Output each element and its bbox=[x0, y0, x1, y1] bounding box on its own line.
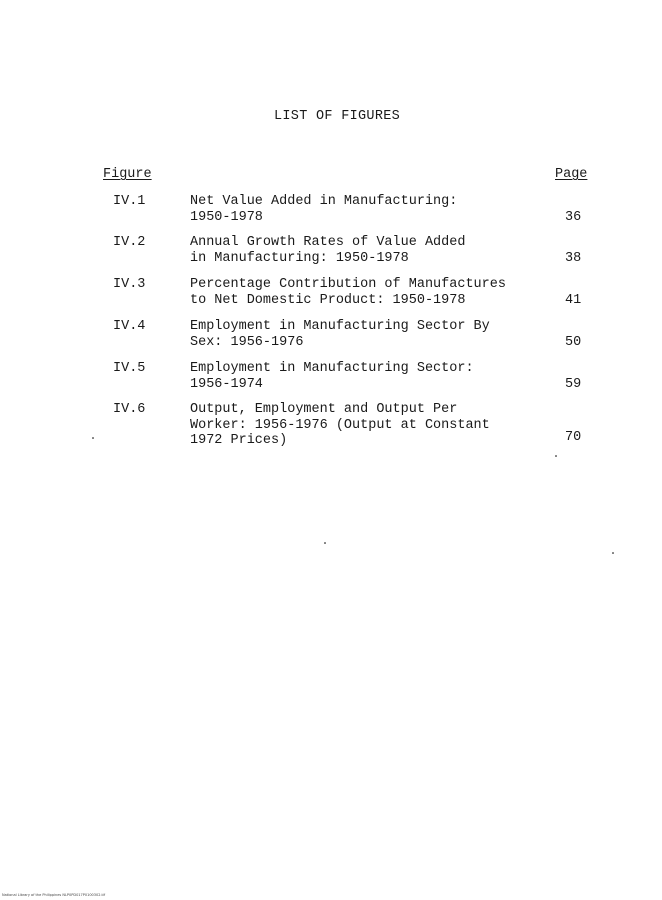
figure-description-line: 1972 Prices) bbox=[190, 433, 288, 448]
scan-speck bbox=[555, 455, 557, 457]
figure-number: IV.2 bbox=[113, 235, 146, 250]
figure-description-line: Worker: 1956-1976 (Output at Constant bbox=[190, 417, 490, 433]
figure-description bbox=[190, 194, 457, 225]
scan-speck bbox=[324, 542, 326, 544]
figure-page-number: 50 bbox=[565, 334, 582, 350]
figure-description-line: Percentage Contribution of Manufactures bbox=[190, 277, 506, 292]
figure-page-number: 41 bbox=[565, 292, 582, 308]
figure-description-line: in Manufacturing: 1950-1978 bbox=[190, 250, 409, 266]
figure-number: IV.6 bbox=[113, 402, 146, 417]
figure-number: IV.4 bbox=[113, 319, 146, 334]
figure-description bbox=[190, 235, 465, 266]
scan-speck bbox=[612, 552, 614, 554]
figure-description-line: 1950-1978 bbox=[190, 209, 263, 225]
figure-description-line: Net Value Added in Manufacturing: bbox=[190, 194, 458, 209]
figure-description-line: Employment in Manufacturing Sector By bbox=[190, 319, 490, 334]
page-title: LIST OF FIGURES bbox=[274, 109, 401, 124]
page-column-header: Page bbox=[555, 167, 588, 182]
figure-description bbox=[190, 277, 506, 308]
figure-description-line: to Net Domestic Product: 1950-1978 bbox=[190, 292, 466, 308]
figure-page-number: 38 bbox=[565, 250, 582, 266]
figure-page-number: 70 bbox=[565, 430, 582, 445]
figure-description-line: Employment in Manufacturing Sector: bbox=[190, 361, 474, 376]
figure-number: IV.5 bbox=[113, 361, 146, 376]
figure-column-header: Figure bbox=[103, 167, 152, 182]
figure-description bbox=[190, 319, 490, 350]
figure-description-line: 1956-1974 bbox=[190, 376, 263, 392]
figure-page-number: 59 bbox=[565, 376, 582, 392]
figure-description-line: Output, Employment and Output Per bbox=[190, 402, 458, 417]
scan-footer-text: National Library of the Philippines NLP0PD017P0100302.tif bbox=[2, 893, 106, 897]
figure-description bbox=[190, 402, 490, 449]
figure-description-line: Sex: 1956-1976 bbox=[190, 334, 304, 350]
scan-speck bbox=[92, 437, 94, 439]
figure-page-number: 36 bbox=[565, 209, 582, 225]
figure-number: IV.1 bbox=[113, 194, 146, 209]
figure-description bbox=[190, 361, 474, 392]
figure-number: IV.3 bbox=[113, 277, 146, 292]
figure-description-line: Annual Growth Rates of Value Added bbox=[190, 235, 466, 250]
